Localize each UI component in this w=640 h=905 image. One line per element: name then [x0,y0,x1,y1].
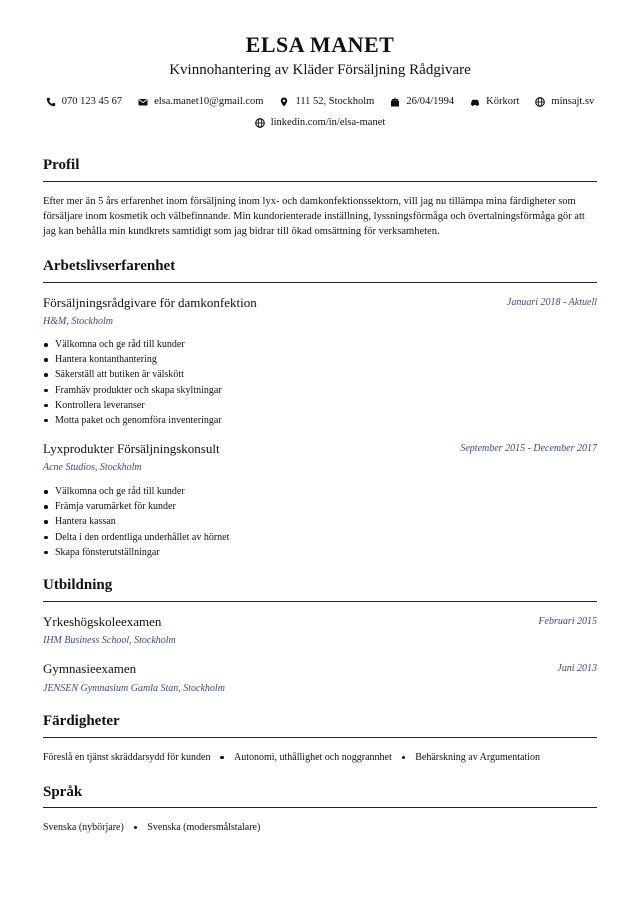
job-employer-1: H&M, Stockholm [43,316,113,327]
job-duties-2 [43,484,229,560]
job-title-2: Lyxprodukter Försäljningskonsult [43,441,220,456]
list-item: Säkerställ att butiken är välskött [43,367,222,382]
car-icon [470,97,480,107]
job-date-1: Januari 2018 - Aktuell [506,297,597,308]
education-school-1: IHM Business School, Stockholm [43,635,176,646]
section-divider [43,807,597,808]
section-divider [43,601,597,602]
list-item: Hantera kontanthantering [43,352,222,367]
job-duties-1 [43,337,222,428]
contact-text: Körkort [486,96,520,107]
list-item: Välkomna och ge råd till kunder [43,484,229,499]
contact-linkedin[interactable] [255,117,386,128]
contact-text: minsajt.sv [551,96,595,107]
section-heading-languages: Språk [43,784,83,800]
separator-dot [134,826,138,830]
contact-text: 26/04/1994 [406,96,455,107]
contact-license [470,96,519,107]
skill-item: Föreslå en tjänst skräddarsydd för kunden [43,752,211,763]
globe-icon [535,97,545,107]
languages-list [43,822,260,833]
skill-item: Autonomi, uthållighet och noggrannhet [233,752,392,763]
section-heading-profile: Profil [43,157,80,173]
contact-website[interactable] [535,96,594,107]
separator-dot [402,756,406,760]
email-icon [138,97,148,107]
contact-email[interactable] [138,96,263,107]
phone-icon [46,97,56,107]
list-item: Motta paket och genomföra inventeringar [43,413,222,428]
job-title-1: Försäljningsrådgivare för damkonfektion [43,295,257,310]
contact-text: 111 52, Stockholm [295,96,375,107]
list-item: Delta i den ordentliga underhållet av hörnet [43,530,229,545]
contact-birthdate [390,96,454,107]
list-item: Främja varumärket för kunder [43,499,229,514]
candidate-name: ELSA MANET [245,32,395,57]
language-item: Svenska (nybörjare) [43,822,124,833]
linkedin-icon [255,118,265,128]
education-title-2: Gymnasieexamen [43,661,137,676]
job-date-2: September 2015 - December 2017 [460,443,597,454]
section-divider [43,181,597,182]
job-employer-2: Acne Studios, Stockholm [43,462,142,473]
list-item: Kontrollera leveranser [43,398,222,413]
contact-phone [46,96,122,107]
separator-dot [220,756,224,760]
contact-text: 070 123 45 67 [61,96,123,107]
job-title: Kvinnohantering av Kläder Försäljning Rådgivare [169,62,471,78]
calendar-icon [390,97,400,107]
profile-text: Efter mer än 5 års erfarenhet inom försäljning inom lyx- och damkonfektionssektorn, vill jag nu tillämpa mina färdigheter som försäljare inom kosmetik och välbefinnande. Min kundorienterade inställning, lyssningsförmåga och övertalningsförmåga gör att jag kan behålla min kundkrets samtidigt som jag bidrar till ökad omsättning för verksamheten. [43,196,585,237]
education-title-1: Yrkeshögskoleexamen [43,614,162,629]
list-item: Skapa fönsterutställningar [43,545,229,560]
section-divider [43,282,597,283]
list-item: Framhäv produkter och skapa skyltningar [43,383,222,398]
contact-text: linkedin.com/in/elsa-manet [270,117,386,128]
contact-row [0,117,640,128]
skill-item: Behärskning av Argumentation [415,752,541,763]
section-divider [43,737,597,738]
language-item: Svenska (modersmålstalare) [147,822,261,833]
contact-address [279,96,374,107]
section-heading-education: Utbildning [43,577,113,593]
skills-list [43,752,540,763]
contact-row [0,96,640,107]
section-heading-experience: Arbetslivserfarenhet [43,258,176,274]
section-heading-skills: Färdigheter [43,713,120,729]
list-item: Hantera kassan [43,514,229,529]
contact-text: elsa.manet10@gmail.com [154,96,264,107]
location-icon [279,97,289,107]
education-date-1: Februari 2015 [538,616,597,627]
education-date-2: Juni 2013 [557,663,597,674]
list-item: Välkomna och ge råd till kunder [43,337,222,352]
education-school-2: JENSEN Gymnasium Gamla Stan, Stockholm [43,683,225,694]
